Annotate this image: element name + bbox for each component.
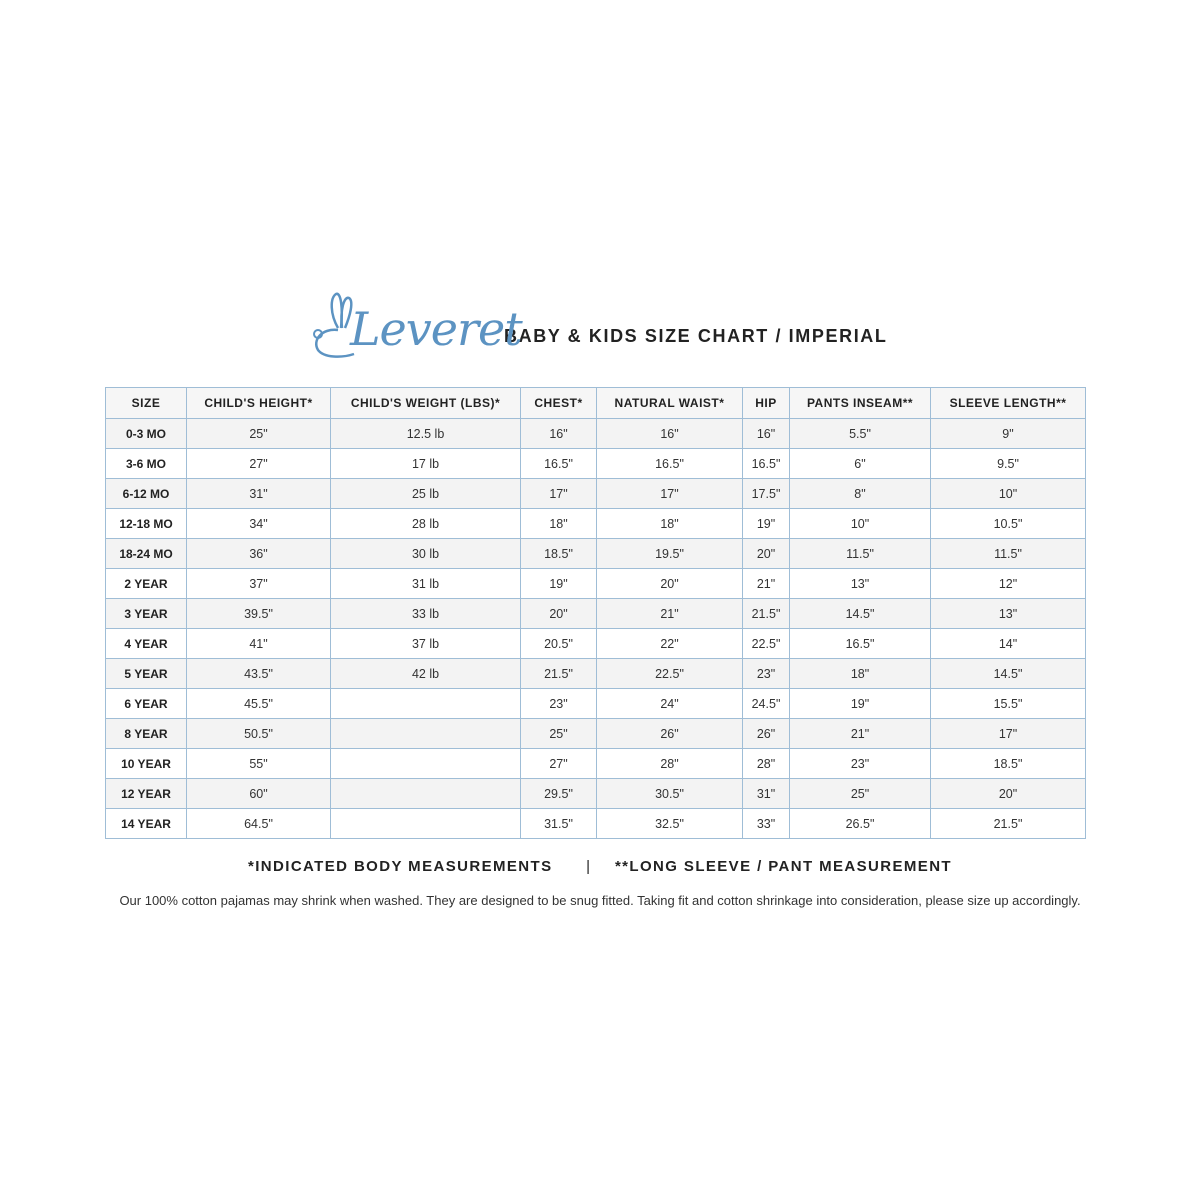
table-cell: 11.5" [931, 539, 1086, 569]
size-cell: 18-24 MO [106, 539, 187, 569]
table-row [106, 749, 1086, 779]
table-cell: 37 lb [331, 629, 521, 659]
table-cell: 21" [790, 719, 931, 749]
table-cell: 14.5" [790, 599, 931, 629]
table-cell: 28 lb [331, 509, 521, 539]
table-cell: 26" [743, 719, 790, 749]
column-header: CHILD'S WEIGHT (LBS)* [331, 388, 521, 419]
table-row [106, 419, 1086, 449]
notes-separator: | [586, 858, 592, 875]
table-cell: 10" [790, 509, 931, 539]
table-cell: 16.5" [790, 629, 931, 659]
table-cell: 21" [597, 599, 743, 629]
column-header: PANTS INSEAM** [790, 388, 931, 419]
table-row [106, 719, 1086, 749]
table-cell: 5.5" [790, 419, 931, 449]
table-cell: 45.5" [187, 689, 331, 719]
chart-title: BABY & KIDS SIZE CHART / IMPERIAL [504, 325, 888, 346]
table-cell: 20" [521, 599, 597, 629]
table-cell: 60" [187, 779, 331, 809]
table-cell: 8" [790, 479, 931, 509]
table-cell: 18.5" [521, 539, 597, 569]
table-cell: 20.5" [521, 629, 597, 659]
table-cell: 10.5" [931, 509, 1086, 539]
table-cell: 9.5" [931, 449, 1086, 479]
table-cell [331, 689, 521, 719]
table-cell: 31" [743, 779, 790, 809]
table-cell: 21.5" [521, 659, 597, 689]
brand-logo [308, 288, 522, 364]
table-cell: 22.5" [743, 629, 790, 659]
measurement-notes [0, 858, 1200, 875]
table-cell: 17" [521, 479, 597, 509]
column-header: SLEEVE LENGTH** [931, 388, 1086, 419]
size-cell: 6 YEAR [106, 689, 187, 719]
table-cell: 43.5" [187, 659, 331, 689]
table-cell: 25" [790, 779, 931, 809]
size-cell: 10 YEAR [106, 749, 187, 779]
table-cell: 27" [187, 449, 331, 479]
table-cell: 64.5" [187, 809, 331, 839]
table-cell: 24" [597, 689, 743, 719]
table-cell: 10" [931, 479, 1086, 509]
table-cell: 6" [790, 449, 931, 479]
table-row [106, 599, 1086, 629]
size-cell: 8 YEAR [106, 719, 187, 749]
table-cell: 27" [521, 749, 597, 779]
table-row [106, 449, 1086, 479]
table-cell: 31" [187, 479, 331, 509]
table-row [106, 479, 1086, 509]
body-measurements-note: *INDICATED BODY MEASUREMENTS [247, 858, 553, 875]
table-cell: 11.5" [790, 539, 931, 569]
table-cell: 31.5" [521, 809, 597, 839]
table-cell: 50.5" [187, 719, 331, 749]
table-cell: 16" [743, 419, 790, 449]
chart-header [308, 288, 888, 364]
table-row [106, 659, 1086, 689]
size-cell: 3 YEAR [106, 599, 187, 629]
table-header [106, 388, 1086, 419]
table-cell: 28" [597, 749, 743, 779]
column-header: CHEST* [521, 388, 597, 419]
table-row [106, 509, 1086, 539]
size-cell: 3-6 MO [106, 449, 187, 479]
size-cell: 12 YEAR [106, 779, 187, 809]
table-cell: 33" [743, 809, 790, 839]
table-cell: 24.5" [743, 689, 790, 719]
table-cell: 16" [521, 419, 597, 449]
table-cell: 22.5" [597, 659, 743, 689]
table-cell: 21.5" [931, 809, 1086, 839]
table-cell [331, 779, 521, 809]
table-cell: 55" [187, 749, 331, 779]
size-cell: 12-18 MO [106, 509, 187, 539]
table-cell: 20" [597, 569, 743, 599]
table-cell: 18.5" [931, 749, 1086, 779]
table-cell: 26.5" [790, 809, 931, 839]
table-cell: 15.5" [931, 689, 1086, 719]
table-row [106, 569, 1086, 599]
table-cell [331, 719, 521, 749]
table-cell: 32.5" [597, 809, 743, 839]
table-cell: 17" [597, 479, 743, 509]
table-cell: 41" [187, 629, 331, 659]
table-cell: 14" [931, 629, 1086, 659]
table-cell: 18" [790, 659, 931, 689]
table-cell: 33 lb [331, 599, 521, 629]
table-cell: 21" [743, 569, 790, 599]
column-header: NATURAL WAIST* [597, 388, 743, 419]
table-cell: 19" [790, 689, 931, 719]
table-cell: 25" [521, 719, 597, 749]
table-cell: 20" [743, 539, 790, 569]
table-cell: 39.5" [187, 599, 331, 629]
table-row [106, 689, 1086, 719]
column-header: SIZE [106, 388, 187, 419]
column-header: HIP [743, 388, 790, 419]
table-cell: 21.5" [743, 599, 790, 629]
table-cell: 23" [743, 659, 790, 689]
table-cell: 30 lb [331, 539, 521, 569]
table-cell: 20" [931, 779, 1086, 809]
table-body [106, 419, 1086, 839]
table-cell: 16.5" [597, 449, 743, 479]
table-cell: 23" [521, 689, 597, 719]
table-cell: 26" [597, 719, 743, 749]
table-cell: 17 lb [331, 449, 521, 479]
shrinkage-disclaimer: Our 100% cotton pajamas may shrink when washed. They are designed to be snug fitted. Taking fit and cotton shrinkage into consideration, please size up accordingly. [119, 893, 1081, 908]
table-cell: 16" [597, 419, 743, 449]
table-cell: 16.5" [743, 449, 790, 479]
table-row [106, 779, 1086, 809]
size-cell: 0-3 MO [106, 419, 187, 449]
table-cell: 25" [187, 419, 331, 449]
logo-wordmark: Leveret [350, 302, 522, 356]
table-cell: 18" [521, 509, 597, 539]
long-sleeve-note: **LONG SLEEVE / PANT MEASUREMENT [614, 858, 952, 875]
table-cell: 19.5" [597, 539, 743, 569]
table-cell: 19" [521, 569, 597, 599]
table-cell: 25 lb [331, 479, 521, 509]
table-cell: 36" [187, 539, 331, 569]
table-cell: 42 lb [331, 659, 521, 689]
size-cell: 14 YEAR [106, 809, 187, 839]
table-row [106, 809, 1086, 839]
column-header: CHILD'S HEIGHT* [187, 388, 331, 419]
table-cell: 31 lb [331, 569, 521, 599]
header-row [106, 388, 1086, 419]
table-cell: 12" [931, 569, 1086, 599]
table-cell: 34" [187, 509, 331, 539]
table-cell: 22" [597, 629, 743, 659]
table-cell: 13" [790, 569, 931, 599]
table-row [106, 539, 1086, 569]
table-cell: 23" [790, 749, 931, 779]
table-cell: 28" [743, 749, 790, 779]
table-cell: 17.5" [743, 479, 790, 509]
size-cell: 6-12 MO [106, 479, 187, 509]
table-cell: 14.5" [931, 659, 1086, 689]
size-cell: 2 YEAR [106, 569, 187, 599]
table-row [106, 629, 1086, 659]
table-cell: 16.5" [521, 449, 597, 479]
table-cell: 12.5 lb [331, 419, 521, 449]
table-cell: 9" [931, 419, 1086, 449]
size-cell: 4 YEAR [106, 629, 187, 659]
table-cell [331, 749, 521, 779]
size-chart-table [105, 387, 1086, 839]
table-cell: 18" [597, 509, 743, 539]
table-cell: 30.5" [597, 779, 743, 809]
table-cell [331, 809, 521, 839]
table-cell: 37" [187, 569, 331, 599]
size-cell: 5 YEAR [106, 659, 187, 689]
table-cell: 13" [931, 599, 1086, 629]
table-cell: 17" [931, 719, 1086, 749]
table-cell: 29.5" [521, 779, 597, 809]
table-cell: 19" [743, 509, 790, 539]
